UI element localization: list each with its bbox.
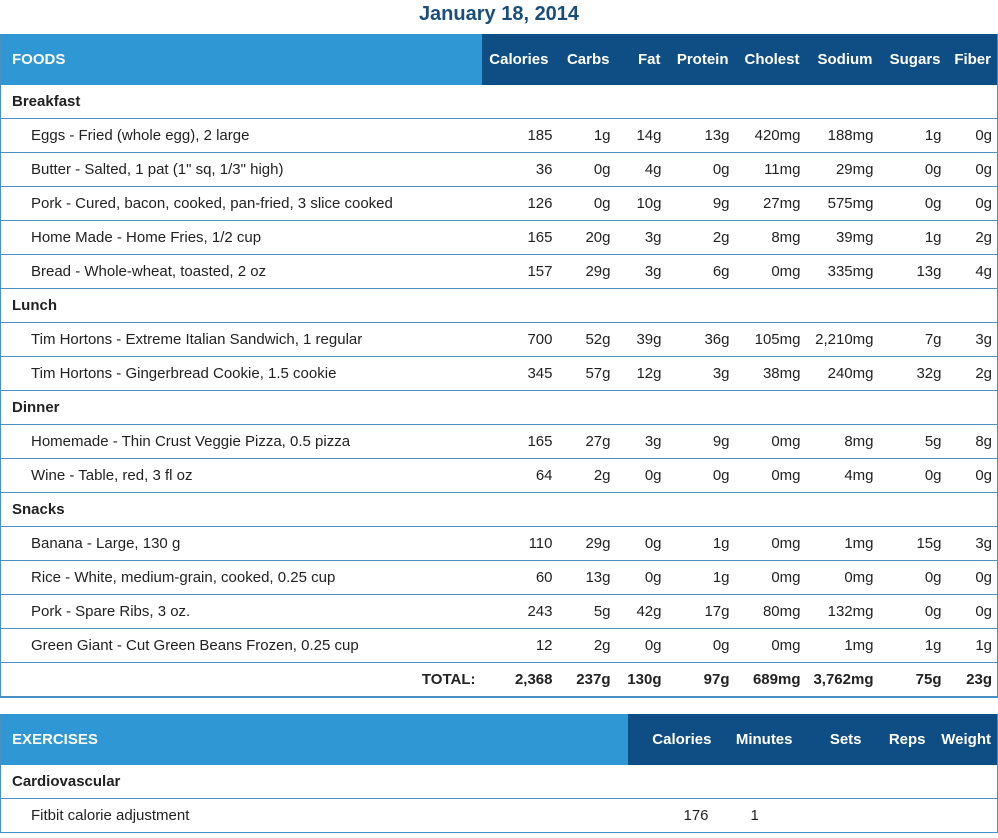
table-row[interactable] bbox=[1, 425, 998, 459]
item-value: 3g bbox=[947, 323, 998, 357]
total-value: 237g bbox=[558, 663, 616, 698]
section-title: Dinner bbox=[1, 391, 998, 425]
foods-table bbox=[0, 34, 998, 698]
item-name: Home Made - Home Fries, 1/2 cup bbox=[1, 221, 482, 255]
item-value: 0g bbox=[616, 629, 667, 663]
item-value: 29g bbox=[558, 255, 616, 289]
item-value: 36g bbox=[667, 323, 735, 357]
col-calories: Calories bbox=[482, 34, 558, 85]
section-row bbox=[1, 85, 998, 119]
item-name: Fitbit calorie adjustment bbox=[1, 799, 628, 833]
item-value: 0g bbox=[616, 527, 667, 561]
item-value: 0mg bbox=[735, 561, 806, 595]
item-value: 32g bbox=[879, 357, 947, 391]
item-value: 36 bbox=[482, 153, 558, 187]
item-value: 15g bbox=[879, 527, 947, 561]
item-value: 240mg bbox=[806, 357, 879, 391]
item-value: 42g bbox=[616, 595, 667, 629]
section-row bbox=[1, 289, 998, 323]
item-name: Rice - White, medium-grain, cooked, 0.25 cup bbox=[1, 561, 482, 595]
item-value: 1g bbox=[879, 629, 947, 663]
item-value: 64 bbox=[482, 459, 558, 493]
item-value: 2g bbox=[947, 221, 998, 255]
item-value: 27g bbox=[558, 425, 616, 459]
item-value: 3g bbox=[947, 527, 998, 561]
foods-body bbox=[1, 85, 998, 697]
item-value: 165 bbox=[482, 425, 558, 459]
item-value: 575mg bbox=[806, 187, 879, 221]
item-value: 0g bbox=[879, 561, 947, 595]
total-value: 97g bbox=[667, 663, 735, 698]
item-value: 0g bbox=[879, 595, 947, 629]
col-carbs: Carbs bbox=[558, 34, 616, 85]
item-value: 0g bbox=[667, 629, 735, 663]
foods-header-row bbox=[1, 34, 998, 85]
section-row bbox=[1, 765, 998, 799]
item-name: Butter - Salted, 1 pat (1" sq, 1/3" high) bbox=[1, 153, 482, 187]
item-value: 57g bbox=[558, 357, 616, 391]
item-value: 0mg bbox=[735, 255, 806, 289]
item-value: 1g bbox=[558, 119, 616, 153]
item-value: 13g bbox=[667, 119, 735, 153]
item-value: 4mg bbox=[806, 459, 879, 493]
section-title: Cardiovascular bbox=[1, 765, 998, 799]
item-value: 1mg bbox=[806, 527, 879, 561]
item-value: 7g bbox=[879, 323, 947, 357]
item-value: 1g bbox=[947, 629, 998, 663]
col-fiber: Fiber bbox=[947, 34, 998, 85]
total-label: TOTAL: bbox=[1, 663, 482, 698]
table-row[interactable] bbox=[1, 221, 998, 255]
item-value: 12g bbox=[616, 357, 667, 391]
item-value: 0mg bbox=[735, 425, 806, 459]
item-name: Tim Hortons - Gingerbread Cookie, 1.5 cookie bbox=[1, 357, 482, 391]
item-value: 176 bbox=[628, 799, 721, 833]
item-value bbox=[932, 799, 998, 833]
table-row[interactable] bbox=[1, 595, 998, 629]
item-value: 1g bbox=[879, 221, 947, 255]
col-fat: Fat bbox=[616, 34, 667, 85]
item-value bbox=[799, 799, 868, 833]
item-name: Pork - Spare Ribs, 3 oz. bbox=[1, 595, 482, 629]
item-value: 0mg bbox=[735, 629, 806, 663]
table-row[interactable] bbox=[1, 187, 998, 221]
table-row[interactable] bbox=[1, 153, 998, 187]
item-value: 132mg bbox=[806, 595, 879, 629]
item-value: 14g bbox=[616, 119, 667, 153]
item-value: 0g bbox=[947, 187, 998, 221]
total-value: 75g bbox=[879, 663, 947, 698]
item-name: Homemade - Thin Crust Veggie Pizza, 0.5 pizza bbox=[1, 425, 482, 459]
item-value: 110 bbox=[482, 527, 558, 561]
exercises-header: EXERCISES bbox=[1, 714, 628, 765]
total-value: 689mg bbox=[735, 663, 806, 698]
item-value: 335mg bbox=[806, 255, 879, 289]
item-value: 9g bbox=[667, 425, 735, 459]
item-name: Bread - Whole-wheat, toasted, 2 oz bbox=[1, 255, 482, 289]
item-value: 0g bbox=[616, 561, 667, 595]
table-row[interactable] bbox=[1, 459, 998, 493]
section-title: Breakfast bbox=[1, 85, 998, 119]
table-row[interactable] bbox=[1, 119, 998, 153]
ex-col-sets: Sets bbox=[799, 714, 868, 765]
item-name: Tim Hortons - Extreme Italian Sandwich, 1 regular bbox=[1, 323, 482, 357]
section-title: Lunch bbox=[1, 289, 998, 323]
item-value: 9g bbox=[667, 187, 735, 221]
item-value: 2,210mg bbox=[806, 323, 879, 357]
item-value: 6g bbox=[667, 255, 735, 289]
ex-col-calories: Calories bbox=[628, 714, 721, 765]
item-value: 4g bbox=[616, 153, 667, 187]
item-name: Eggs - Fried (whole egg), 2 large bbox=[1, 119, 482, 153]
item-value: 0mg bbox=[735, 459, 806, 493]
item-value: 700 bbox=[482, 323, 558, 357]
col-sodium: Sodium bbox=[806, 34, 879, 85]
col-protein: Protein bbox=[667, 34, 735, 85]
total-value: 23g bbox=[947, 663, 998, 698]
item-value bbox=[868, 799, 932, 833]
item-value: 0mg bbox=[806, 561, 879, 595]
table-row[interactable] bbox=[1, 527, 998, 561]
item-value: 1 bbox=[721, 799, 799, 833]
item-value: 105mg bbox=[735, 323, 806, 357]
item-value: 1g bbox=[667, 527, 735, 561]
item-value: 60 bbox=[482, 561, 558, 595]
exercises-table bbox=[0, 714, 998, 833]
item-value: 39mg bbox=[806, 221, 879, 255]
section-row bbox=[1, 493, 998, 527]
table-row[interactable] bbox=[1, 561, 998, 595]
item-value: 13g bbox=[879, 255, 947, 289]
item-value: 0g bbox=[667, 153, 735, 187]
item-value: 2g bbox=[558, 459, 616, 493]
table-row[interactable] bbox=[1, 629, 998, 663]
item-value: 0g bbox=[947, 561, 998, 595]
total-row bbox=[1, 663, 998, 698]
item-value: 8mg bbox=[806, 425, 879, 459]
item-value: 0g bbox=[616, 459, 667, 493]
item-value: 345 bbox=[482, 357, 558, 391]
item-name: Green Giant - Cut Green Beans Frozen, 0.25 cup bbox=[1, 629, 482, 663]
item-value: 0mg bbox=[735, 527, 806, 561]
item-value: 185 bbox=[482, 119, 558, 153]
exercises-body bbox=[1, 765, 998, 833]
item-value: 3g bbox=[616, 255, 667, 289]
foods-header: FOODS bbox=[1, 34, 482, 85]
section-title: Snacks bbox=[1, 493, 998, 527]
ex-col-reps: Reps bbox=[868, 714, 932, 765]
section-row bbox=[1, 391, 998, 425]
item-value: 3g bbox=[667, 357, 735, 391]
item-value: 5g bbox=[558, 595, 616, 629]
item-value: 2g bbox=[558, 629, 616, 663]
item-value: 0g bbox=[879, 459, 947, 493]
item-value: 157 bbox=[482, 255, 558, 289]
item-value: 11mg bbox=[735, 153, 806, 187]
ex-col-weight: Weight bbox=[932, 714, 998, 765]
item-value: 165 bbox=[482, 221, 558, 255]
item-value: 0g bbox=[947, 595, 998, 629]
item-value: 4g bbox=[947, 255, 998, 289]
item-name: Banana - Large, 130 g bbox=[1, 527, 482, 561]
item-value: 3g bbox=[616, 221, 667, 255]
item-value: 126 bbox=[482, 187, 558, 221]
table-row[interactable] bbox=[1, 255, 998, 289]
item-name: Pork - Cured, bacon, cooked, pan-fried, 3 slice cooked bbox=[1, 187, 482, 221]
item-value: 1mg bbox=[806, 629, 879, 663]
item-value: 29mg bbox=[806, 153, 879, 187]
item-value: 0g bbox=[879, 187, 947, 221]
item-value: 39g bbox=[616, 323, 667, 357]
total-value: 130g bbox=[616, 663, 667, 698]
item-value: 38mg bbox=[735, 357, 806, 391]
item-value: 0g bbox=[947, 153, 998, 187]
item-value: 17g bbox=[667, 595, 735, 629]
item-value: 29g bbox=[558, 527, 616, 561]
item-value: 5g bbox=[879, 425, 947, 459]
item-value: 8mg bbox=[735, 221, 806, 255]
item-value: 12 bbox=[482, 629, 558, 663]
item-value: 80mg bbox=[735, 595, 806, 629]
item-value: 420mg bbox=[735, 119, 806, 153]
item-value: 0g bbox=[558, 153, 616, 187]
exercises-header-row bbox=[1, 714, 998, 765]
item-value: 10g bbox=[616, 187, 667, 221]
table-row[interactable] bbox=[1, 323, 998, 357]
item-value: 0g bbox=[558, 187, 616, 221]
item-value: 20g bbox=[558, 221, 616, 255]
item-value: 27mg bbox=[735, 187, 806, 221]
col-sugars: Sugars bbox=[879, 34, 947, 85]
total-value: 2,368 bbox=[482, 663, 558, 698]
item-value: 13g bbox=[558, 561, 616, 595]
ex-col-minutes: Minutes bbox=[721, 714, 799, 765]
item-value: 0g bbox=[947, 119, 998, 153]
item-value: 0g bbox=[879, 153, 947, 187]
item-value: 243 bbox=[482, 595, 558, 629]
item-value: 52g bbox=[558, 323, 616, 357]
item-value: 2g bbox=[667, 221, 735, 255]
item-value: 0g bbox=[947, 459, 998, 493]
item-value: 8g bbox=[947, 425, 998, 459]
item-value: 3g bbox=[616, 425, 667, 459]
item-value: 2g bbox=[947, 357, 998, 391]
total-value: 3,762mg bbox=[806, 663, 879, 698]
item-value: 188mg bbox=[806, 119, 879, 153]
col-cholest: Cholest bbox=[735, 34, 806, 85]
item-value: 0g bbox=[667, 459, 735, 493]
table-row[interactable] bbox=[1, 799, 998, 833]
item-value: 1g bbox=[879, 119, 947, 153]
page-title: January 18, 2014 bbox=[418, 3, 580, 25]
item-name: Wine - Table, red, 3 fl oz bbox=[1, 459, 482, 493]
item-value: 1g bbox=[667, 561, 735, 595]
table-row[interactable] bbox=[1, 357, 998, 391]
